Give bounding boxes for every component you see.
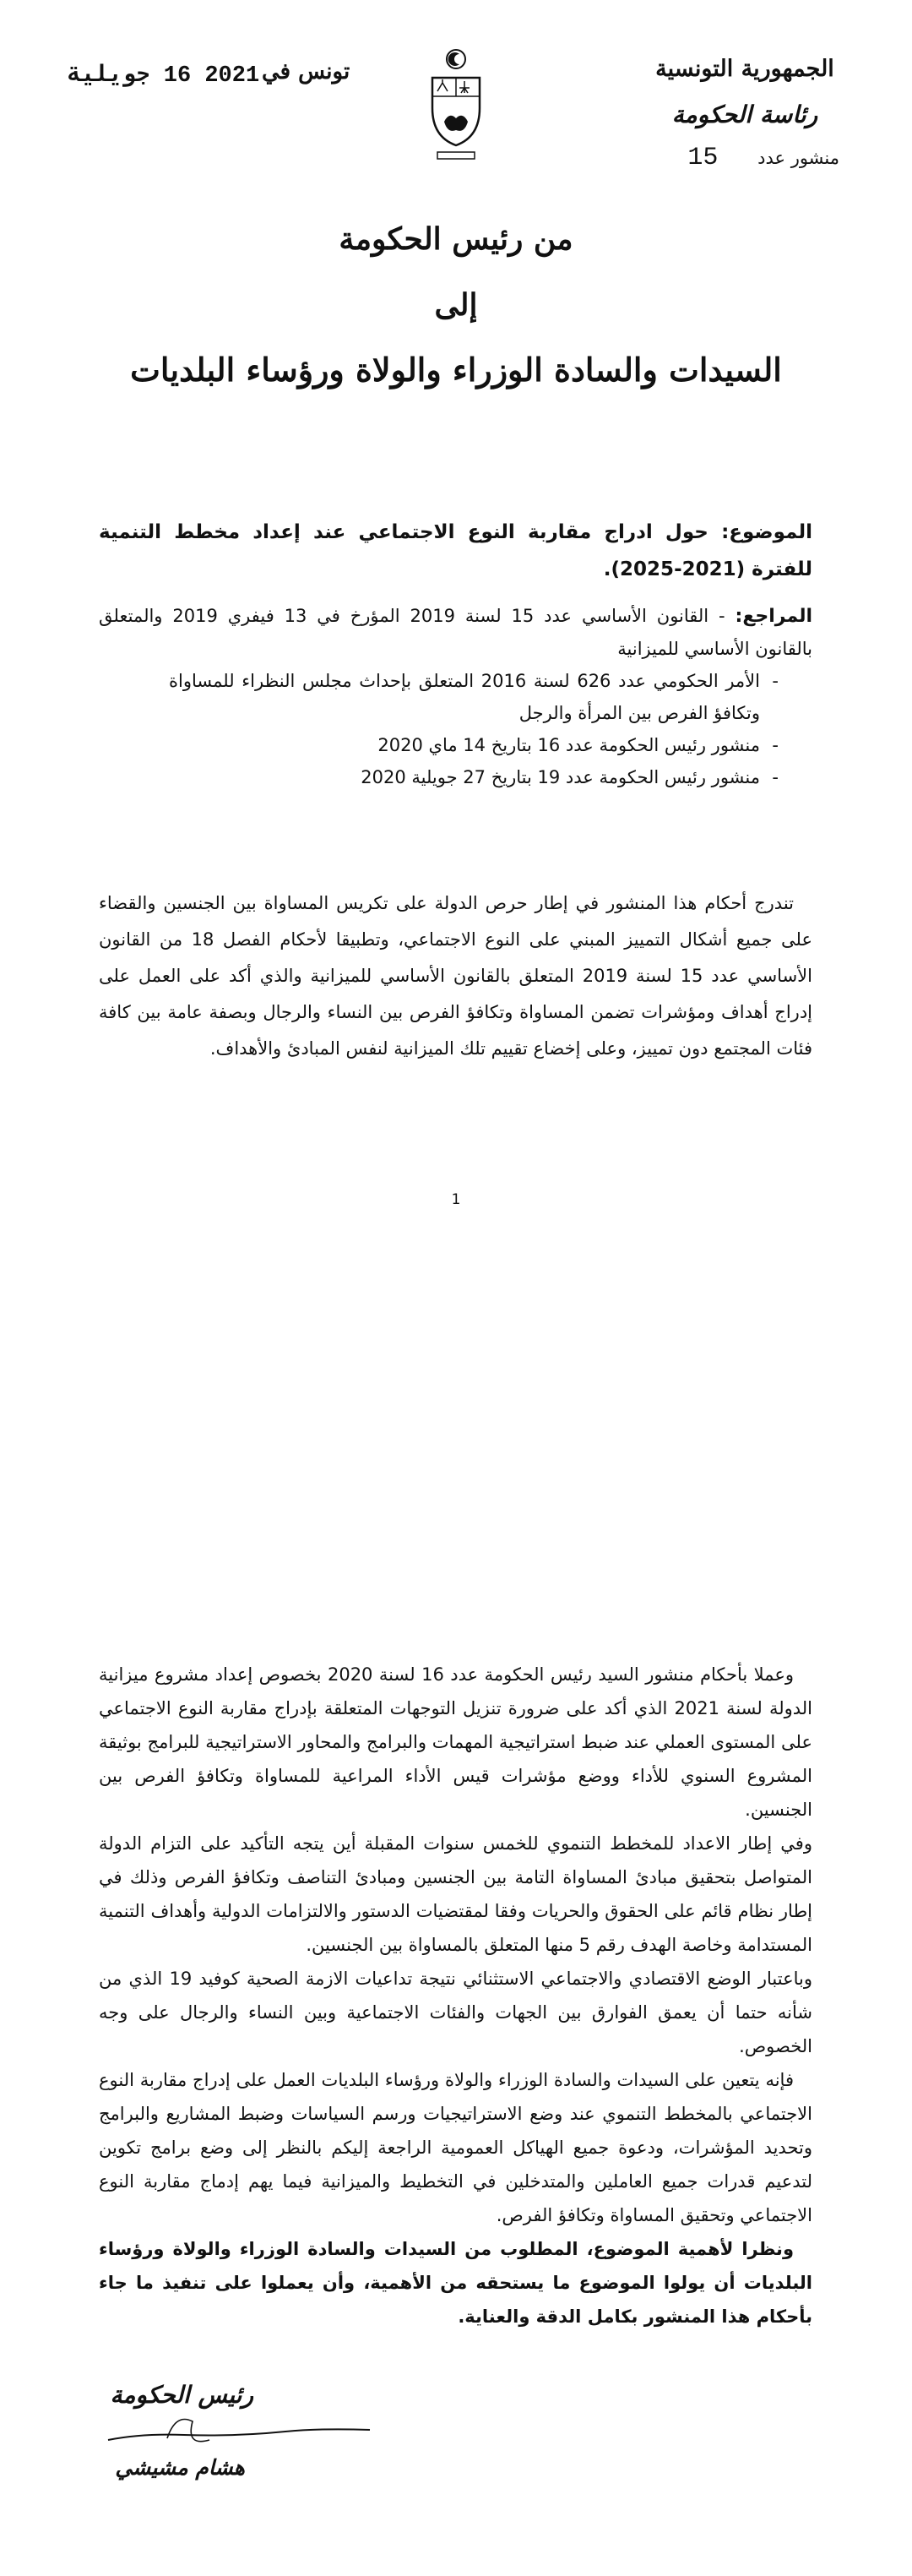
presidency-name: رئاسة الحكومة	[671, 101, 818, 128]
signatory-name: هشام مشيشي	[115, 2455, 245, 2480]
references-list	[99, 665, 812, 793]
sender-title: من رئيس الحكومة	[339, 221, 573, 257]
page-number: 1	[451, 1191, 461, 1208]
subject-label: الموضوع:	[721, 521, 812, 543]
reference-item: - منشور رئيس الحكومة عدد 19 بتاريخ 27 جويلية 2020	[169, 761, 779, 793]
recipients-title: السيدات والسادة الوزراء والولاة ورؤساء البلديات	[130, 351, 782, 389]
body-paragraph: وعملا بأحكام منشور السيد رئيس الحكومة عدد 16 لسنة 2020 بخصوص إعداد مشروع ميزانية الدولة لسنة 2021 الذي أكد على ضرورة تنزيل التوجهات المتعلقة بإدراج مقاربة النوع الاجتماعي على المستوى العملي عند ضبط استراتيجية المهمات والبرامج والمحاور الاستراتيجية للبرامج بوثيقة المشروع السنوي للأداء ووضع مؤشرات قيس الأداء المراعية للمساواة وتكافؤ الفرص بين الجنسين.	[99, 1664, 812, 1820]
body-paragraph: ونظرا لأهمية الموضوع، المطلوب من السيدات والسادة الوزراء والولاة ورؤساء البلديات أن يولوا الموضوع ما يستحقه من الأهمية، وأن يعملوا على تنفيذ ما جاء بأحكام هذا المنشور بكامل الدقة والعناية.	[99, 2239, 812, 2327]
signatory-title: رئيس الحكومة	[110, 2381, 253, 2409]
date-stamp: 2021 16 جويلية	[68, 63, 260, 89]
references-block	[99, 600, 812, 793]
subject-line	[99, 514, 812, 588]
circular-number-line	[635, 144, 855, 172]
letterhead	[635, 56, 855, 172]
body-paragraph: وفي إطار الاعداد للمخطط التنموي للخمس سنوات المقبلة أين يتجه التأكيد على التزام الدولة المتواصل بتحقيق مبادئ المساواة التامة بين الجنسين ومبادئ التناصف وتكافؤ الفرص وذلك في إطار نظام قائم على الحقوق والحريات وفقا لمقتضيات الدستور والالتزامات الدولية وأهداف التنمية المستدامة وخاصة الهدف رقم 5 منها المتعلق بالمساواة بين الجنسين.	[99, 1833, 812, 1955]
reference-item: - الأمر الحكومي عدد 626 لسنة 2016 المتعلق بإحداث مجلس النظراء للمساواة وتكافؤ الفرص بين المرأة والرجل	[169, 665, 779, 729]
republic-name: الجمهورية التونسية	[655, 56, 834, 82]
references-label: المراجع:	[735, 606, 812, 627]
body-section	[99, 1658, 812, 2334]
circular-number: 15	[687, 144, 719, 172]
reference-text: - القانون الأساسي عدد 15 لسنة 2019 المؤرخ في 13 فيفري 2019 والمتعلق بالقانون الأساسي للميزانية	[99, 606, 812, 659]
circular-label: منشور عدد	[757, 148, 839, 168]
to-label: إلى	[434, 287, 478, 323]
reference-first	[99, 600, 812, 665]
place-label: تونس في	[262, 59, 350, 84]
body-paragraph: فإنه يتعين على السيدات والسادة الوزراء والولاة ورؤساء البلديات العمل على إدراج مقاربة النوع الاجتماعي بالمخطط التنموي عند وضع الاستراتيجيات ورسم السياسات وضبط المشاريع والبرامج وتحديد المؤشرات، ودعوة جميع الهياكل العمومية الراجعة إليكم بالنظر إلى وضع برامج تكوين لتدعيم قدرات جميع العاملين والمتدخلين في التخطيط والميزانية فيما يهم إدماج مقاربة النوع الاجتماعي وتحقيق المساواة وتكافؤ الفرص.	[99, 2070, 812, 2225]
reference-item: - منشور رئيس الحكومة عدد 16 بتاريخ 14 ماي 2020	[169, 729, 779, 761]
body-paragraph: وباعتبار الوضع الاقتصادي والاجتماعي الاستثنائي نتيجة تداعيات الازمة الصحية كوفيد 19 الذي من شأنه حتما أن يعمق الفوارق بين الجهات والفئات الاجتماعية وبين النساء والرجال على وجه الخصوص.	[99, 1969, 812, 2056]
coat-of-arms-icon	[422, 44, 490, 171]
subject-text: حول ادراج مقاربة النوع الاجتماعي عند إعداد مخطط التنمية للفترة (2021-2025).	[99, 521, 812, 580]
body-paragraph: تندرج أحكام هذا المنشور في إطار حرص الدولة على تكريس المساواة بين الجنسين والقضاء على جميع أشكال التمييز المبني على النوع الاجتماعي، وتطبيقا لأحكام الفصل 18 من القانون الأساسي عدد 15 لسنة 2019 المتعلق بالقانون الأساسي للميزانية والذي أكد على العمل على إدراج أهداف ومؤشرات تضمن المساواة وتكافؤ الفرص بين النساء والرجال وبصفة عامة بين كافة فئات المجتمع دون تمييز، وعلى إخضاع تقييم تلك الميزانية لنفس المبادئ والأهداف.	[99, 893, 812, 1059]
